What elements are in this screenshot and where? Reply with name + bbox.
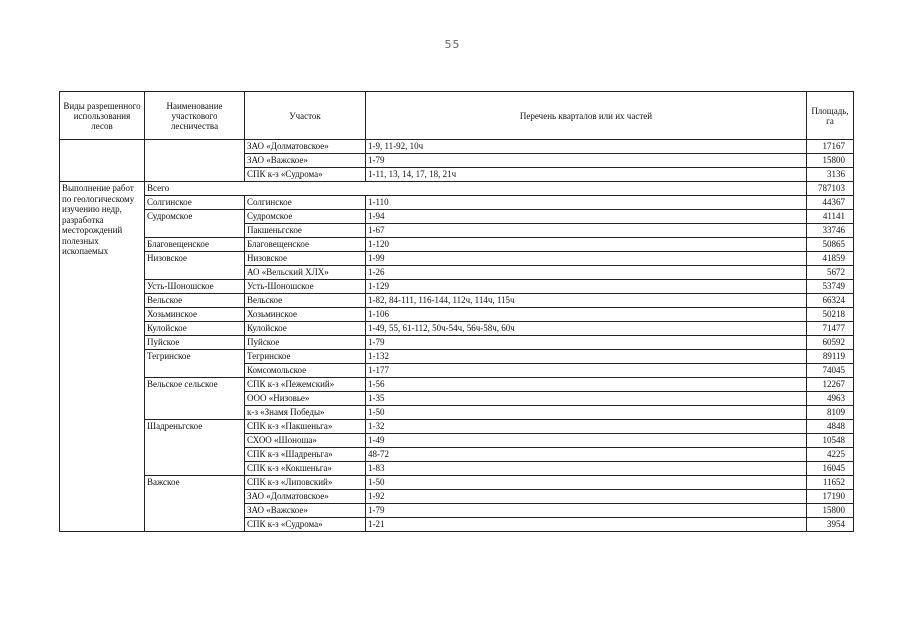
header-district: Наименование участкового лесничества xyxy=(145,92,245,140)
plot-cell: Благовещенское xyxy=(245,238,366,252)
quarters-cell: 1-49 xyxy=(366,434,807,448)
district-cell: Хозьминское xyxy=(145,308,245,322)
quarters-cell: 1-177 xyxy=(366,364,807,378)
plot-cell: СПК к-з «Пежемский» xyxy=(245,378,366,392)
plot-cell: Усть-Шоношское xyxy=(245,280,366,294)
plot-cell: Солгинское xyxy=(245,196,366,210)
plot-cell: Тегринское xyxy=(245,350,366,364)
district-cell: Вельское сельское xyxy=(145,378,245,420)
area-cell: 71477 xyxy=(807,322,854,336)
plot-cell: Пуйское xyxy=(245,336,366,350)
area-cell: 15800 xyxy=(807,504,854,518)
quarters-cell: 1-82, 84-111, 116-144, 112ч, 114ч, 115ч xyxy=(366,294,807,308)
area-cell: 50218 xyxy=(807,308,854,322)
quarters-cell: 1-35 xyxy=(366,392,807,406)
quarters-cell: 1-67 xyxy=(366,224,807,238)
district-cell: Усть-Шоношское xyxy=(145,280,245,294)
area-cell: 12267 xyxy=(807,378,854,392)
table-header-row xyxy=(60,92,854,140)
quarters-cell: 1-132 xyxy=(366,350,807,364)
district-cell: Судромское xyxy=(145,210,245,238)
table-body xyxy=(60,140,854,532)
quarters-cell: 1-79 xyxy=(366,336,807,350)
area-cell: 74045 xyxy=(807,364,854,378)
area-cell: 41859 xyxy=(807,252,854,266)
quarters-cell: 1-83 xyxy=(366,462,807,476)
area-cell: 41141 xyxy=(807,210,854,224)
quarters-cell: 48-72 xyxy=(366,448,807,462)
page-number: 55 xyxy=(444,38,461,51)
header-quarters: Перечень кварталов или их частей xyxy=(366,92,807,140)
district-cell: Тегринское xyxy=(145,350,245,378)
quarters-cell: 1-129 xyxy=(366,280,807,294)
area-cell: 44367 xyxy=(807,196,854,210)
header-area: Площадь, га xyxy=(807,92,854,140)
area-cell: 3954 xyxy=(807,518,854,532)
plot-cell: Кулойское xyxy=(245,322,366,336)
plot-cell: ЗАО «Долматовское» xyxy=(245,490,366,504)
area-cell: 17190 xyxy=(807,490,854,504)
area-cell: 3136 xyxy=(807,168,854,182)
plot-cell: к-з «Знамя Победы» xyxy=(245,406,366,420)
plot-cell: СПК к-з «Судрома» xyxy=(245,518,366,532)
table-row xyxy=(60,294,854,308)
table-row xyxy=(60,238,854,252)
plot-cell: СПК к-з «Судрома» xyxy=(245,168,366,182)
header-usage: Виды разрешенного использования лесов xyxy=(60,92,145,140)
area-cell: 66324 xyxy=(807,294,854,308)
quarters-cell: 1-94 xyxy=(366,210,807,224)
quarters-cell: 1-49, 55, 61-112, 50ч-54ч, 56ч-58ч, 60ч xyxy=(366,322,807,336)
area-cell: 89119 xyxy=(807,350,854,364)
district-cell: Шадреньгское xyxy=(145,420,245,476)
usage-cell-empty xyxy=(60,140,145,182)
quarters-cell: 1-32 xyxy=(366,420,807,434)
area-cell: 4963 xyxy=(807,392,854,406)
table-row xyxy=(60,210,854,224)
area-cell: 50865 xyxy=(807,238,854,252)
plot-cell: Низовское xyxy=(245,252,366,266)
table-row xyxy=(60,476,854,490)
district-cell: Благовещенское xyxy=(145,238,245,252)
plot-cell: АО «Вельский ХЛХ» xyxy=(245,266,366,280)
plot-cell: Хозьминское xyxy=(245,308,366,322)
table-row xyxy=(60,350,854,364)
table-row xyxy=(60,336,854,350)
table-row xyxy=(60,252,854,266)
plot-cell: ООО «Низовье» xyxy=(245,392,366,406)
plot-cell: Судромское xyxy=(245,210,366,224)
table-row xyxy=(60,196,854,210)
area-cell: 53749 xyxy=(807,280,854,294)
area-cell: 33746 xyxy=(807,224,854,238)
table-row xyxy=(60,308,854,322)
quarters-cell: 1-9, 11-92, 10ч xyxy=(366,140,807,154)
area-cell: 16045 xyxy=(807,462,854,476)
quarters-cell: 1-56 xyxy=(366,378,807,392)
table-row xyxy=(60,378,854,392)
quarters-cell: 1-21 xyxy=(366,518,807,532)
plot-cell: СПК к-з «Пакшеньга» xyxy=(245,420,366,434)
plot-cell: ЗАО «Долматовское» xyxy=(245,140,366,154)
plot-cell: СПК к-з «Шадреньга» xyxy=(245,448,366,462)
area-cell: 4848 xyxy=(807,420,854,434)
quarters-cell: 1-11, 13, 14, 17, 18, 21ч xyxy=(366,168,807,182)
plot-cell: Вельское xyxy=(245,294,366,308)
quarters-cell: 1-79 xyxy=(366,154,807,168)
table-row xyxy=(60,140,854,154)
plot-cell: СПК к-з «Липовский» xyxy=(245,476,366,490)
total-row xyxy=(60,182,854,196)
quarters-cell: 1-26 xyxy=(366,266,807,280)
district-cell: Пуйское xyxy=(145,336,245,350)
area-cell: 8109 xyxy=(807,406,854,420)
header-plot: Участок xyxy=(245,92,366,140)
area-cell: 15800 xyxy=(807,154,854,168)
quarters-cell: 1-50 xyxy=(366,406,807,420)
forest-usage-table xyxy=(59,91,854,532)
total-area-cell: 787103 xyxy=(807,182,854,196)
area-cell: 11652 xyxy=(807,476,854,490)
area-cell: 17167 xyxy=(807,140,854,154)
quarters-cell: 1-120 xyxy=(366,238,807,252)
usage-type-cell: Выполнение работ по геологическому изучению недр, разработка месторождений полезных ископаемых xyxy=(60,182,145,532)
plot-cell: ЗАО «Важское» xyxy=(245,504,366,518)
plot-cell: Пакшеньгское xyxy=(245,224,366,238)
district-cell: Вельское xyxy=(145,294,245,308)
plot-cell: Комсомольское xyxy=(245,364,366,378)
quarters-cell: 1-79 xyxy=(366,504,807,518)
table-row xyxy=(60,280,854,294)
total-label-cell: Всего xyxy=(145,182,807,196)
table-row xyxy=(60,420,854,434)
area-cell: 10548 xyxy=(807,434,854,448)
district-cell: Кулойское xyxy=(145,322,245,336)
district-cell: Важское xyxy=(145,476,245,532)
plot-cell: ЗАО «Важское» xyxy=(245,154,366,168)
quarters-cell: 1-110 xyxy=(366,196,807,210)
district-cell: Солгинское xyxy=(145,196,245,210)
area-cell: 60592 xyxy=(807,336,854,350)
quarters-cell: 1-50 xyxy=(366,476,807,490)
district-cell-empty xyxy=(145,140,245,182)
quarters-cell: 1-92 xyxy=(366,490,807,504)
area-cell: 4225 xyxy=(807,448,854,462)
plot-cell: СПК к-з «Кокшеньга» xyxy=(245,462,366,476)
plot-cell: СХОО «Шоноша» xyxy=(245,434,366,448)
quarters-cell: 1-99 xyxy=(366,252,807,266)
area-cell: 5672 xyxy=(807,266,854,280)
table-row xyxy=(60,322,854,336)
quarters-cell: 1-106 xyxy=(366,308,807,322)
district-cell: Низовское xyxy=(145,252,245,280)
